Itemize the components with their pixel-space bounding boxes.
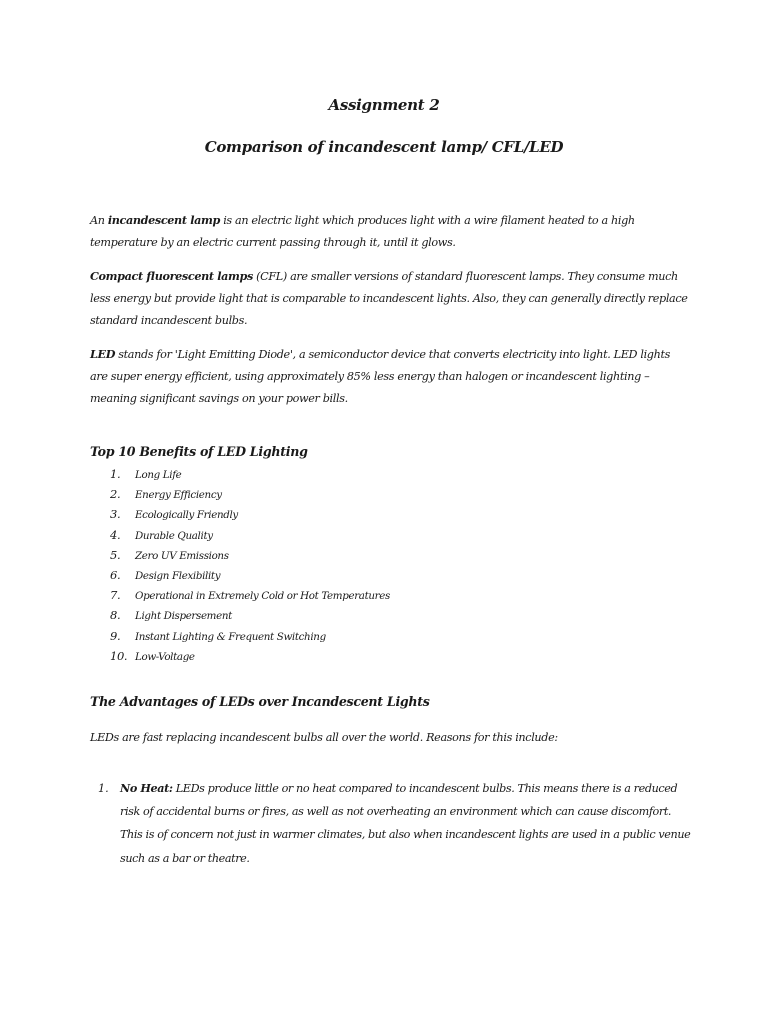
benefits-list xyxy=(110,464,390,666)
advantage-body: LEDs produce little or no heat compared to incandescent bulbs. This means there is a reduced risk of accidental burns or fires, as well as not overheating an environment which can cause discomfort. This is of concern not just in warmer climates, but also when incandescent lights are used in a public venue such as a bar or theatre. xyxy=(120,782,691,865)
list-item: 4. Durable Quality xyxy=(110,527,213,542)
advantage-term: No Heat: xyxy=(120,781,173,795)
list-item: 5. Zero UV Emissions xyxy=(110,547,229,562)
paragraph-led xyxy=(90,343,690,410)
advantage-item xyxy=(98,777,693,870)
p1-term: incandescent lamp xyxy=(107,213,220,227)
advantage-number: 1. xyxy=(98,782,109,795)
p2-body: (CFL) are smaller versions of standard fluorescent lamps. They consume much less energy but provide light that is comparable to incandescent lights. Also, they can generally directly replace standard incandescent bulbs. xyxy=(90,270,688,327)
advantages-heading: The Advantages of LEDs over Incandescent Lights xyxy=(90,694,430,709)
p1-prefix: An xyxy=(90,214,105,227)
list-item: 7. Operational in Extremely Cold or Hot Temperatures xyxy=(110,588,390,603)
document-subtitle: Comparison of incandescent lamp/ CFL/LED xyxy=(204,138,564,156)
p3-body: stands for 'Light Emitting Diode', a semiconductor device that converts electricity into light. LED lights are super energy efficient, using approximately 85% less energy than halogen or incandescent lighting – meaning significant savings on your power bills. xyxy=(90,348,671,405)
list-item: 8. Light Dispersement xyxy=(110,608,232,623)
list-item: 9. Instant Lighting & Frequent Switching xyxy=(110,628,326,643)
document-title: Assignment 2 xyxy=(328,96,440,114)
p1-body: is an electric light which produces light with a wire filament heated to a high temperature by an electric current passing through it, until it glows. xyxy=(90,214,635,249)
list-item: 2. Energy Efficiency xyxy=(110,487,222,502)
p2-term: Compact fluorescent lamps xyxy=(90,269,253,283)
p3-term: LED xyxy=(90,347,116,361)
benefits-heading: Top 10 Benefits of LED Lighting xyxy=(90,444,308,459)
list-item: 10. Low-Voltage xyxy=(110,648,195,663)
list-item: 6. Design Flexibility xyxy=(110,567,221,582)
paragraph-cfl xyxy=(90,265,690,332)
list-item: 1. Long Life xyxy=(110,467,182,481)
list-item: 3. Ecologically Friendly xyxy=(110,507,238,522)
paragraph-incandescent xyxy=(90,209,690,254)
advantages-intro: LEDs are fast replacing incandescent bulbs all over the world. Reasons for this include: xyxy=(90,731,558,744)
advantage-text-block xyxy=(120,777,693,870)
